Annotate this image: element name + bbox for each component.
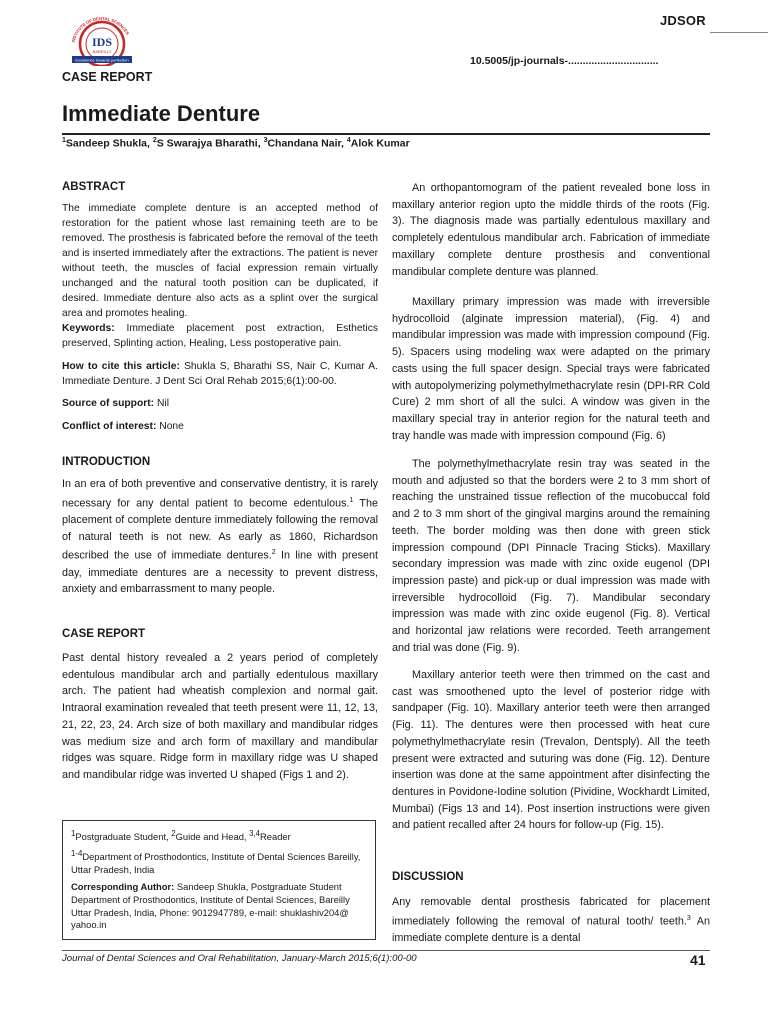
conflict-text: None [156,421,184,432]
keywords-text: Immediate placement post extraction, Esthetics preserved, Splinting action, Healing, Less postoperative pain. [62,323,378,349]
intro-text-part: In line with present day, immediate dentures are a necessity to prevent distress, anxiety and embarrassment to many people. [62,550,378,596]
intro-text-part: In an era of both preventive and conservative dentistry, it is rarely necessary for any dental patient to become edentulous. [62,478,378,510]
reference-marker: 2 [271,549,276,557]
header-rule [710,32,768,33]
author-affil-num: 3 [263,137,268,144]
impression-paragraph: Maxillary primary impression was made with irreversible hydrocolloid (alginate impression material), (Fig. 4) and mandibular impression was made with impression compound (Fig. 5). Spacers using modeling wax were adapted on the primary casts using the full spacer design. Special trays were fabricated with autopolymerizing polymethylmethacrylate resin (DPI-RR Cold Cure) 2 mm short of all the sulci. A window was given in the maxillary special tray in anterior region for the natural teeth and tray handle was made with impression compound (Fig. 6) [392,296,710,442]
title-rule [62,133,710,135]
corr-text: Sandeep Shukla, Postgraduate Student Department of Prosthodontics, Institute of Dental Sciences, Bareilly Uttar Pradesh, India, Phone: 9012947789, e-mail: shuklashiv204@ yahoo.in [71,881,350,931]
affiliation-box [62,820,376,940]
keywords-label: Keywords: [62,323,115,334]
logo-city-text: BAREILLY [92,49,112,54]
footer-rule [62,950,710,951]
dept-text: Department of Prosthodontics, Institute of Dental Sciences Bareilly, Uttar Pradesh, India [71,851,361,875]
role-marker: 3,4 [249,829,261,838]
conflict-of-interest [62,419,378,434]
role-marker: 2 [171,829,176,838]
role-marker: 1 [71,829,76,838]
author-list [62,137,410,150]
cite-label: How to cite this article: [62,361,180,372]
author-name: Chandana Nair, [267,137,347,150]
discussion-text-part: An immediate complete denture is a dental [392,915,710,944]
keywords [62,321,378,351]
conflict-label: Conflict of interest: [62,421,157,432]
discussion-text-part: Any removable dental prosthesis fabricated for placement immediately following the removal of natural tooth/ teeth. [392,896,710,928]
intro-text-part: The placement of complete denture immediately following the removal of natural teeth is not new. As early as 1860, Richardson described the use of immediate dentures. [62,497,378,562]
author-name: Sandeep Shukla, [65,137,153,150]
role-text: Postgraduate Student, [75,831,172,843]
reference-marker: 1 [349,496,354,504]
role-text: Guide and Head, [175,831,250,843]
page-number: 41 [690,952,706,968]
journal-citation-footer: Journal of Dental Sciences and Oral Rehabilitation, January-March 2015;6(1):00-00 [62,953,417,964]
logo-banner-text: Excellence towards perfection [75,57,129,63]
author-name: Alok Kumar [350,137,410,150]
abstract-heading: ABSTRACT [62,181,126,193]
case-report-text: Past dental history revealed a 2 years period of completely edentulous mandibular arch and partially edentulous maxillary arch. The patient had wheatish complexion and normal gait. Intraoral examination revealed that teeth present were 11, 12, 13, 21, 22, 23, 24. Arch size of both maxillary and mandibular ridges was medium size and arch form of maxillary and mandibular ridges was square. Ridge form in maxillary ridge was U shaped and mandibular ridge was inverted U shaped (Figs 1 and 2). [62,652,378,781]
logo-arc-text: INSTITUTE OF DENTAL SCIENCES [70,15,131,43]
article-title: Immediate Denture [62,101,261,126]
institute-logo [64,14,140,66]
department-affiliation [71,848,367,877]
author-roles [71,828,367,844]
author-affil-num: 4 [346,137,351,144]
author-affil-num: 2 [152,137,157,144]
logo-ids-text: IDS [91,35,113,49]
introduction-heading: INTRODUCTION [62,456,151,468]
border-molding-paragraph: The polymethylmethacrylate resin tray was seated in the mouth and adjusted so that the borders were 2 to 3 mm short of reaching the unstrained tissue reflection of the mucobuccal fold and 2 to 3 mm short of the gingival margins around the remaining teeth. The border molding was then done with green stick impression compound (DPI Pinnacle Tracing Sticks). Maxillary secondary impression was made with zinc oxide eugenol (DPI impression paste) and pick-up or dual impression was made with irreversible hydrocolloid (Fig. 7). Mandibular secondary impression was made with zinc oxide eugenol (Fig. 8). Vertical and horizontal jaw relations were recorded. Teeth arrangement and trial was done (Fig. 9). [392,458,710,654]
source-of-support [62,396,378,411]
author-name: S Swarajya Bharathi, [156,137,264,150]
case-report-heading: CASE REPORT [62,628,146,640]
discussion-heading: DISCUSSION [392,871,464,883]
reference-marker: 3 [686,914,691,922]
role-text: Reader [260,831,291,843]
corr-label: Corresponding Author: [71,881,175,892]
insertion-paragraph: Maxillary anterior teeth were then trimmed on the cast and cast was smoothened upto the level of posterior ridge with sandpaper (Fig. 10). Maxillary anterior teeth were then arranged (Fig. 11). The dentures were then processed with heat cure polymethylmethacrylate resin (Trevalon, Dentsply). All the teeth present were extracted and suturing was done (Fig. 12). Denture insertion was done at the same appointment after disinfecting the dentures in Povidone-Iodine solution (Pividine, Wockhardt Limited, Mumbai) (Figs 13 and 14). Post insertion instructions were given and patient recalled after 24 hours for follow-up (Fig. 15). [392,669,710,832]
discussion-text [392,894,710,947]
journal-code: JDSOR [660,13,706,28]
corresponding-author [71,881,367,932]
doi: 10.5005/jp-journals-............................... [470,55,659,67]
opg-paragraph: An orthopantomogram of the patient revealed bone loss in maxillary anterior region upto the middle thirds of the roots (Fig. 3). The diagnosis made was partially edentulous maxillary and completely edentulous mandibular arch. Fabrication of immediate maxillary complete denture prosthesis and conventional mandibular complete denture was planned. [392,182,710,278]
section-type: CASE REPORT [62,70,153,84]
support-text: Nil [154,398,169,409]
introduction-text [62,476,378,598]
how-to-cite [62,359,378,389]
author-affil-num: 1 [62,137,66,144]
support-label: Source of support: [62,398,155,409]
dept-marker: 1-4 [71,849,83,858]
abstract-text: The immediate complete denture is an accepted method of restoration for the patient whose last remaining teeth are to be removed. The prosthesis is fabricated before the removal of the teeth and is inserted immediately after the extractions. The patient is never without teeth, the muscles of facial expression remain virtually unchanged and the natural tooth position can be duplicated, if desired. Immediate denture also acts as a splint over the surgical area and promotes healing. [62,203,378,319]
cite-text: Shukla S, Bharathi SS, Nair C, Kumar A. Immediate Denture. J Dent Sci Oral Rehab 2015;6(1):00-00. [62,361,378,387]
